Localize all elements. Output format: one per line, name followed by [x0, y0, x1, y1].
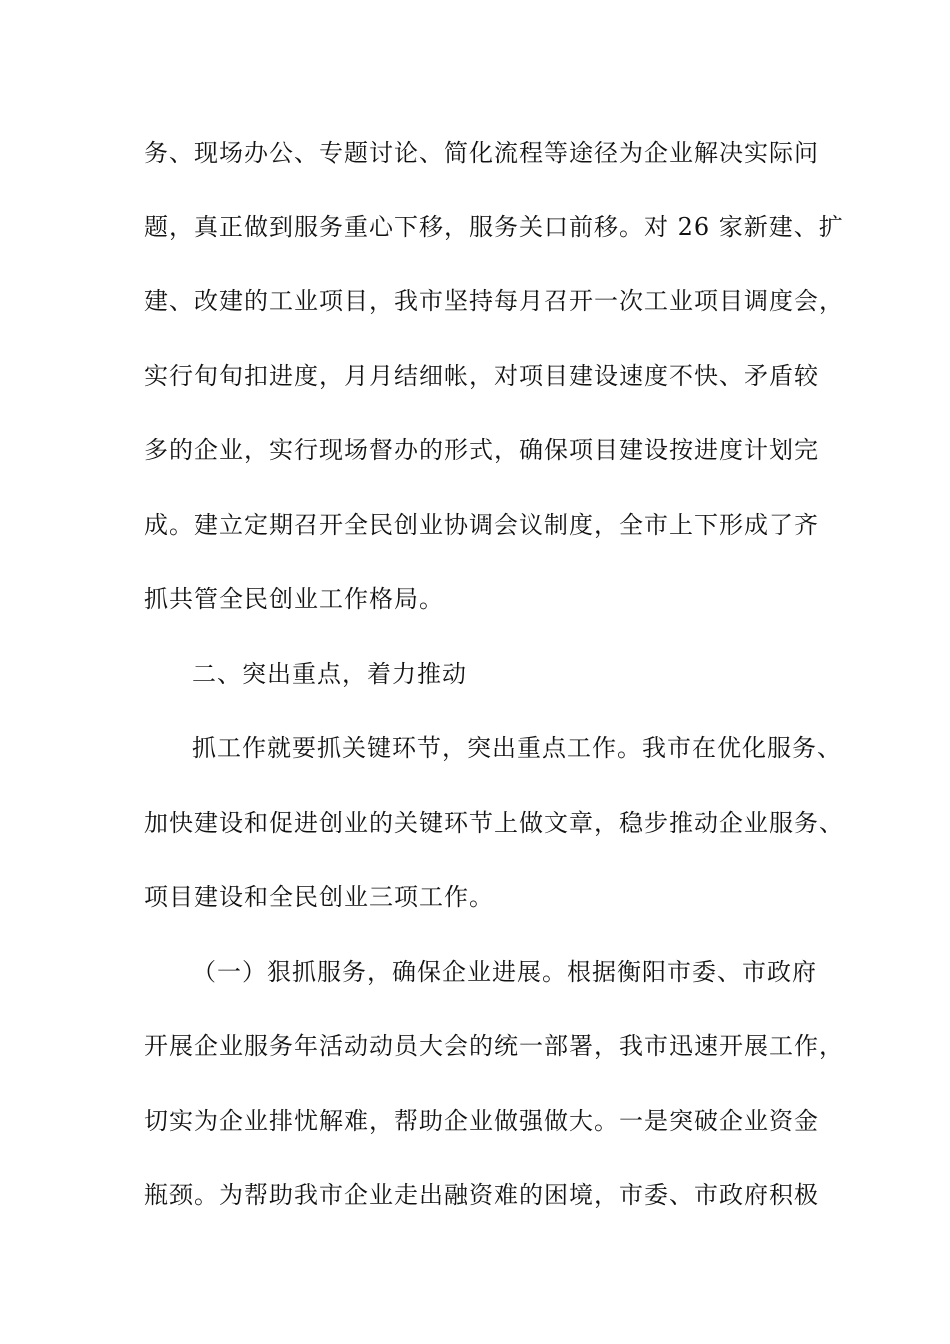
- body-text-line: 成。建立定期召开全民创业协调会议制度，全市上下形成了齐: [144, 511, 819, 539]
- body-text-line: 题，真正做到服务重心下移，服务关口前移。对 26 家新建、扩: [144, 213, 844, 241]
- body-text-line: 切实为企业排忧解难，帮助企业做强做大。一是突破企业资金: [144, 1107, 819, 1135]
- body-text-line: 项目建设和全民创业三项工作。: [144, 883, 494, 911]
- body-text-line: 建、改建的工业项目，我市坚持每月召开一次工业项目调度会，: [144, 287, 844, 315]
- body-text-line: 加快建设和促进创业的关键环节上做文章，稳步推动企业服务、: [144, 809, 844, 837]
- subsection-heading-line: （一）狠抓服务，确保企业进展。根据衡阳市委、市政府: [192, 958, 817, 986]
- body-text-line: 抓工作就要抓关键环节，突出重点工作。我市在优化服务、: [192, 734, 842, 762]
- body-text-line: 抓共管全民创业工作格局。: [144, 585, 444, 613]
- body-text-line: 实行旬旬扣进度，月月结细帐，对项目建设速度不快、矛盾较: [144, 362, 819, 390]
- body-text-line: 多的企业，实行现场督办的形式，确保项目建设按进度计划完: [144, 436, 819, 464]
- body-text-line: 瓶颈。为帮助我市企业走出融资难的困境，市委、市政府积极: [144, 1181, 819, 1209]
- section-heading: 二、突出重点，着力推动: [192, 660, 467, 688]
- body-text-line: 务、现场办公、专题讨论、简化流程等途径为企业解决实际问: [144, 139, 819, 167]
- body-text-line: 开展企业服务年活动动员大会的统一部署，我市迅速开展工作，: [144, 1032, 844, 1060]
